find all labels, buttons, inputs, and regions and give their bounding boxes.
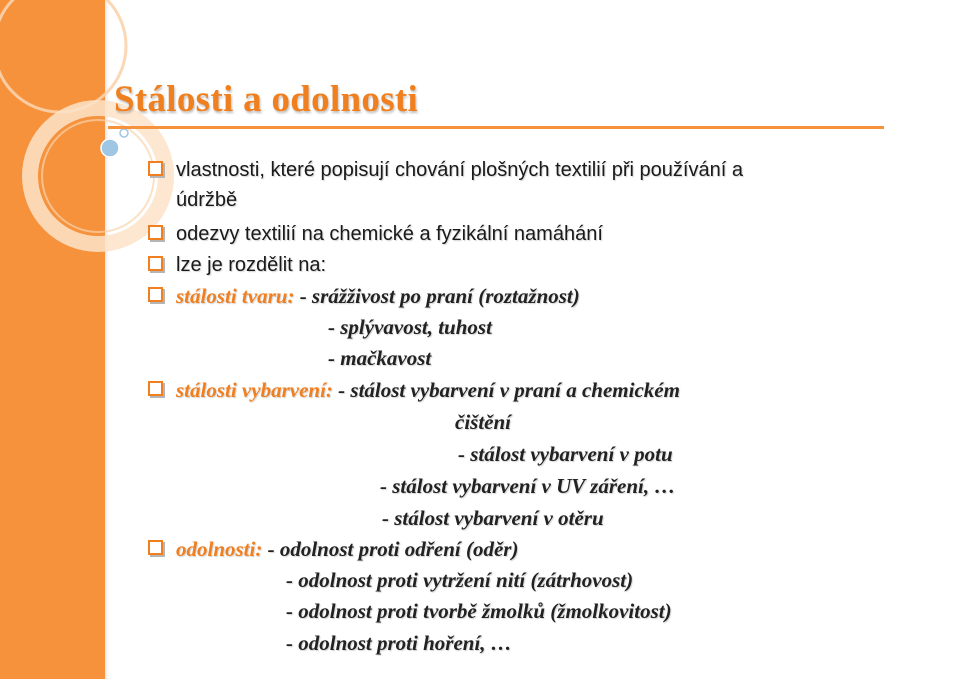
checkbox-bullet-icon [148, 256, 163, 271]
list-subitem: - stálost vybarvení v otěru [382, 506, 604, 530]
list-subitem: - odolnost proti vytržení nití (zátrhovost) [286, 568, 634, 592]
list-item: odezvy textilií na chemické a fyzikální namáhání [176, 223, 603, 245]
list-subitem: - odolnost proti hoření, … [286, 631, 512, 655]
category-label: odolnosti: [176, 537, 263, 561]
list-item [176, 283, 580, 309]
category-label: stálosti tvaru: [176, 284, 295, 308]
list-item [176, 536, 518, 562]
checkbox-bullet-icon [148, 287, 163, 302]
checkbox-bullet-icon [148, 381, 163, 396]
list-item: lze je rozdělit na: [176, 254, 327, 276]
list-subitem: - mačkavost [328, 346, 432, 370]
list-subitem: - splývavost, tuhost [328, 315, 492, 339]
list-subitem: - stálost vybarvení v UV záření, … [380, 474, 676, 498]
list-subitem: - stálost vybarvení v potu [458, 442, 673, 466]
category-value: - srážživost po praní (roztažnost) [294, 284, 580, 308]
list-item: vlastnosti, které popisují chování plošných textilií při používání a [176, 159, 743, 181]
checkbox-bullet-icon [148, 225, 163, 240]
category-label: stálosti vybarvení: [176, 378, 333, 402]
checkbox-bullet-icon [148, 161, 163, 176]
checkbox-bullet-icon [148, 540, 163, 555]
list-subitem: čištění [455, 410, 511, 434]
list-item [176, 377, 680, 403]
list-item-continuation: údržbě [176, 189, 238, 211]
category-value: - stálost vybarvení v praní a chemickém [332, 378, 680, 402]
list-subitem: - odolnost proti tvorbě žmolků (žmolkovitost) [286, 599, 672, 623]
category-value: - odolnost proti odření (oděr) [262, 537, 519, 561]
page-title: Stálosti a odolnosti [114, 79, 419, 120]
